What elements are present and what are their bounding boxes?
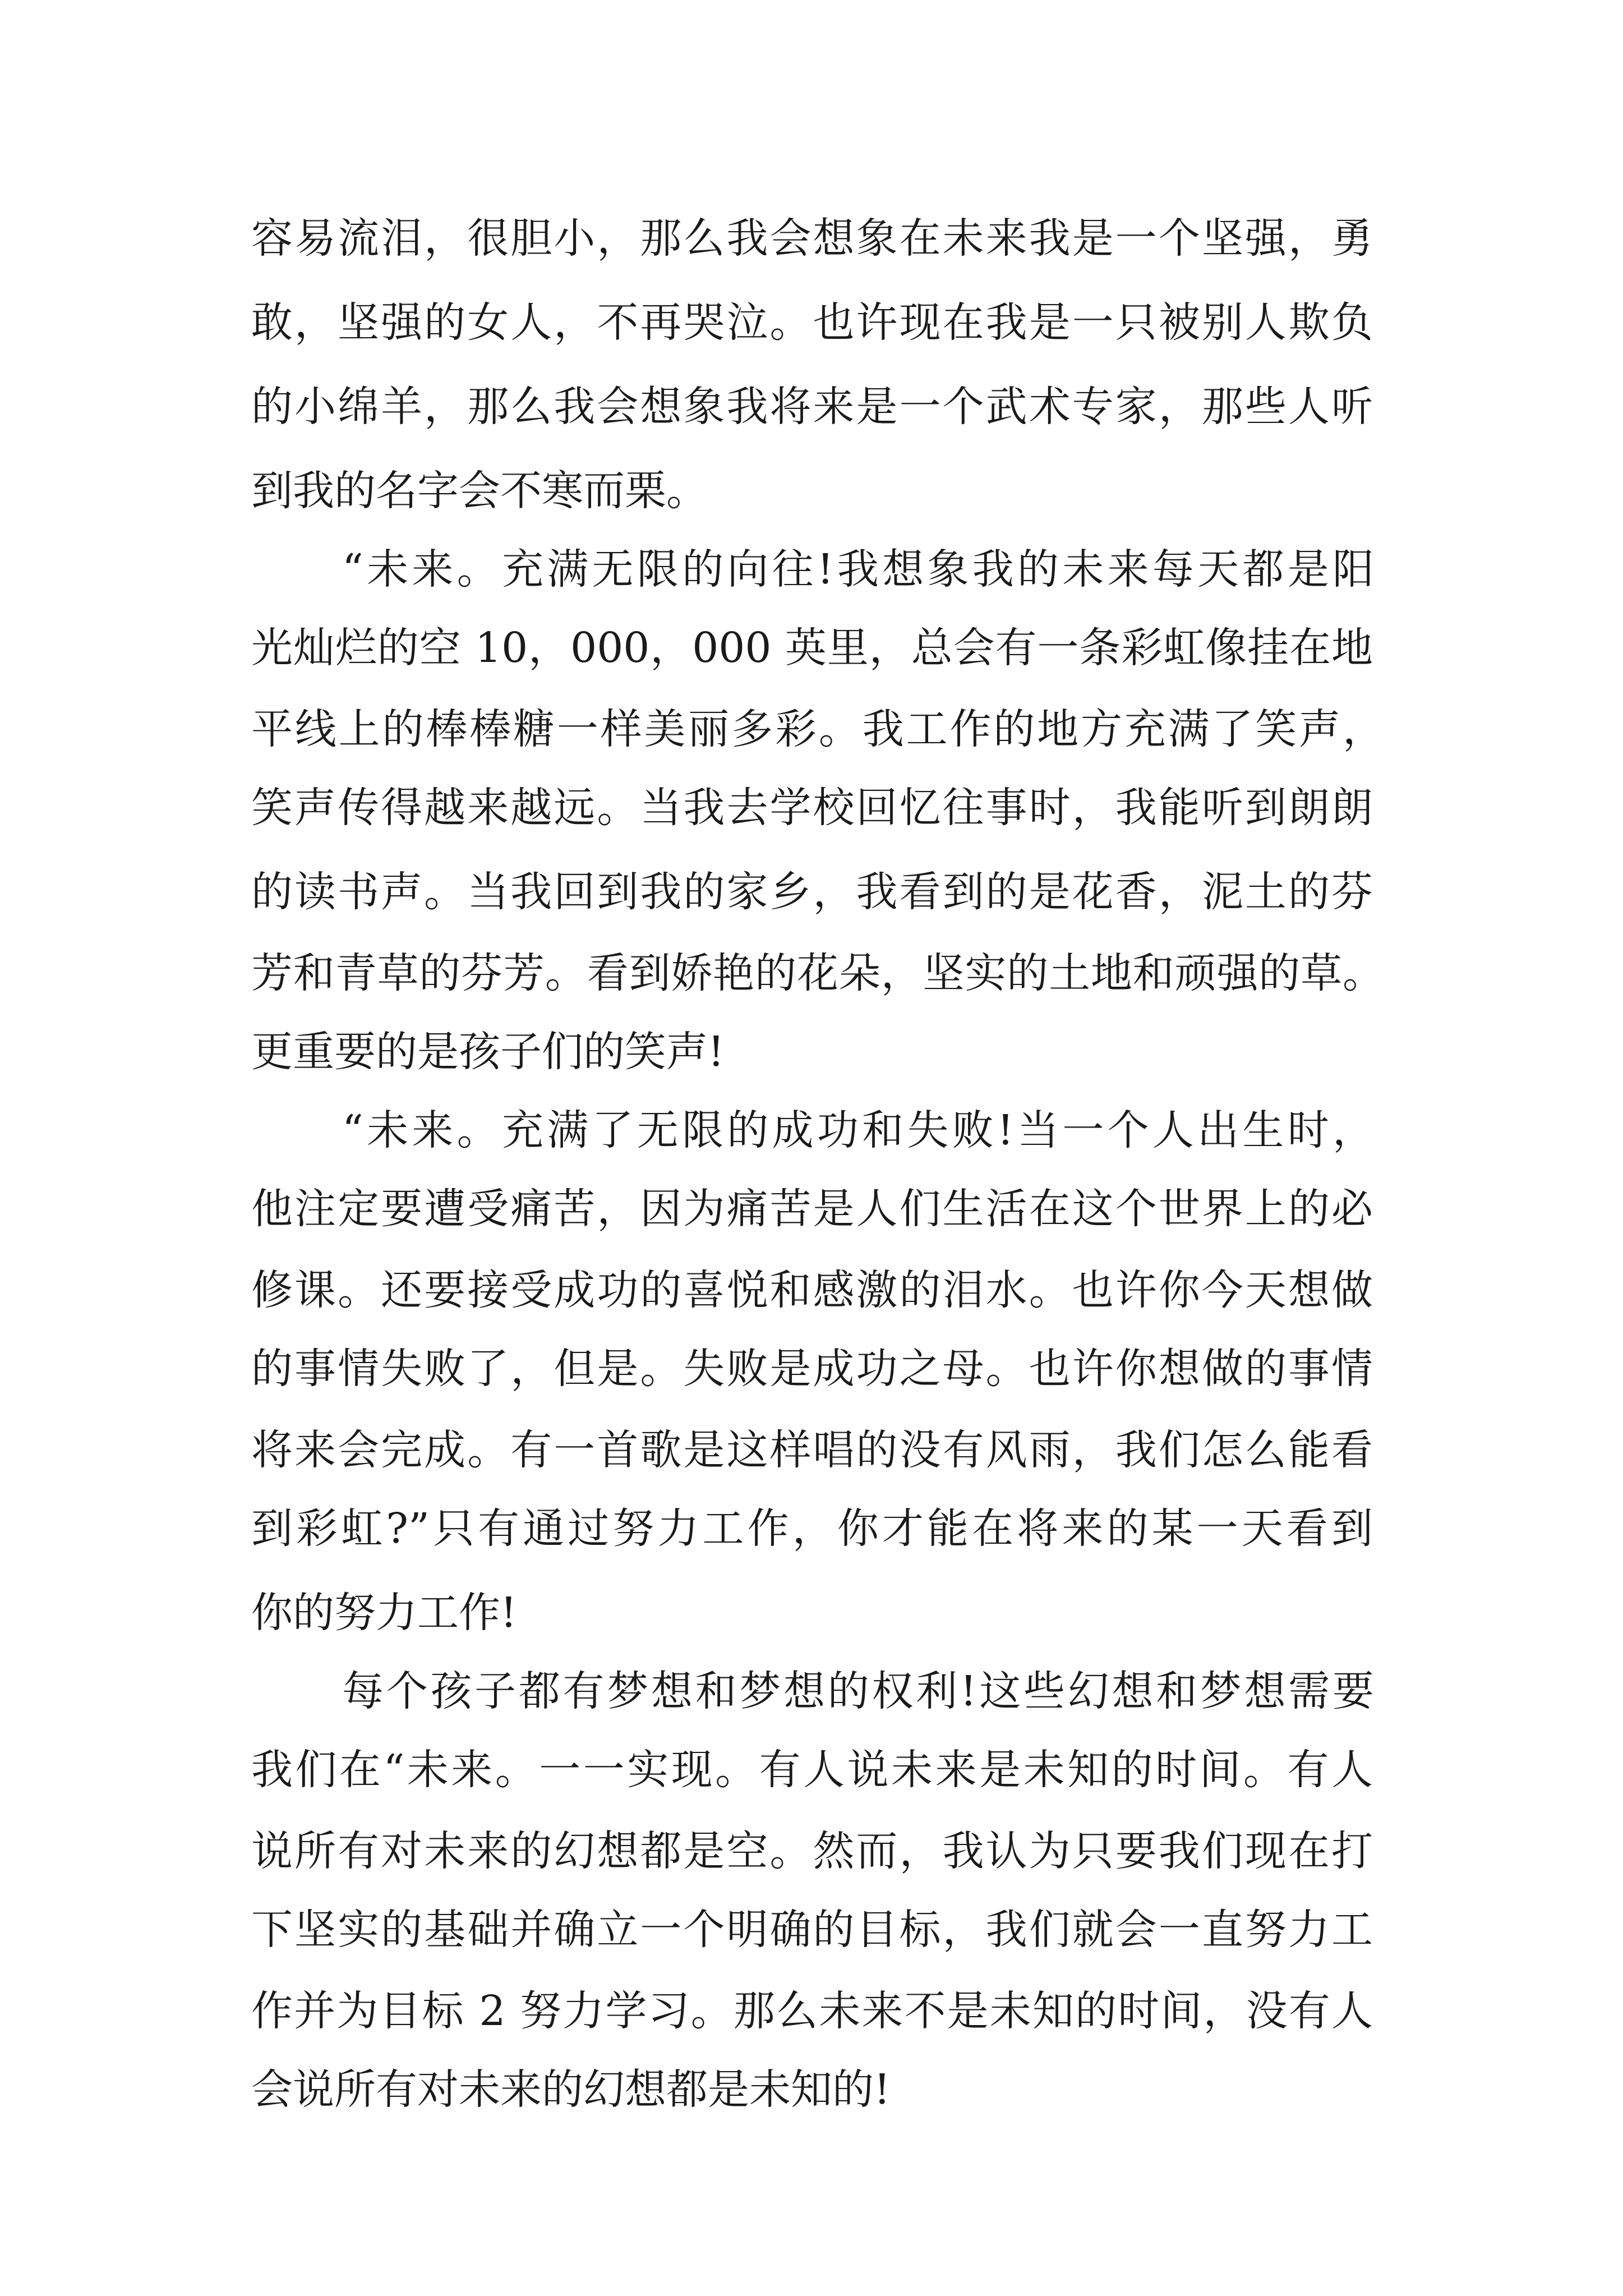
text-line: 你的努力工作!	[251, 1589, 517, 1637]
text-line: 更重要的是孩子们的笑声!	[251, 1028, 725, 1076]
text-line: 光灿烂的空 10，000，000 英里，总会有一条彩虹像挂在地	[251, 624, 1373, 672]
text-line: 每个孩子都有梦想和梦想的权利!这些幻想和梦想需要	[342, 1667, 1374, 1715]
text-line: 将来会完成。有一首歌是这样唱的没有风雨，我们怎么能看	[251, 1426, 1373, 1474]
text-line: 敢，坚强的女人，不再哭泣。也许现在我是一只被别人欺负	[251, 298, 1373, 347]
text-line: 到我的名字会不寒而栗。	[251, 467, 708, 515]
text-line: “未来。充满了无限的成功和失败!当一个人出生时，	[342, 1106, 1374, 1154]
text-line: 芳和青草的芬芳。看到娇艳的花朵，坚实的土地和顽强的草。	[251, 949, 1384, 997]
text-line: 到彩虹?”只有通过努力工作，你才能在将来的某一天看到	[251, 1504, 1373, 1553]
text-line: 笑声传得越来越远。当我去学校回忆往事时，我能听到朗朗	[251, 784, 1373, 832]
text-line: 的读书声。当我回到我的家乡，我看到的是花香，泥土的芬	[251, 868, 1373, 916]
text-line: 修课。还要接受成功的喜悦和感激的泪水。也许你今天想做	[251, 1266, 1373, 1314]
text-line: 会说所有对未来的幻想都是未知的!	[251, 2065, 891, 2114]
text-line: 容易流泪，很胆小，那么我会想象在未来我是一个坚强，勇	[251, 214, 1373, 263]
text-line: 他注定要遭受痛苦，因为痛苦是人们生活在这个世界上的必	[251, 1185, 1373, 1233]
text-line: 说所有对未来的幻想都是空。然而，我认为只要我们现在打	[251, 1827, 1373, 1875]
text-line: 的小绵羊，那么我会想象我将来是一个武术专家，那些人听	[251, 383, 1373, 431]
text-line: 我们在“未来。一一实现。有人说未来是未知的时间。有人	[251, 1746, 1373, 1794]
text-line: 下坚实的基础并确立一个明确的目标，我们就会一直努力工	[251, 1906, 1373, 1954]
text-line: 作并为目标 2 努力学习。那么未来不是未知的时间，没有人	[251, 1987, 1373, 2035]
text-line: 平线上的棒棒糖一样美丽多彩。我工作的地方充满了笑声，	[251, 705, 1384, 753]
text-line: 的事情失败了，但是。失败是成功之母。也许你想做的事情	[251, 1345, 1373, 1393]
text-line: “未来。充满无限的向往!我想象我的未来每天都是阳	[342, 545, 1374, 593]
